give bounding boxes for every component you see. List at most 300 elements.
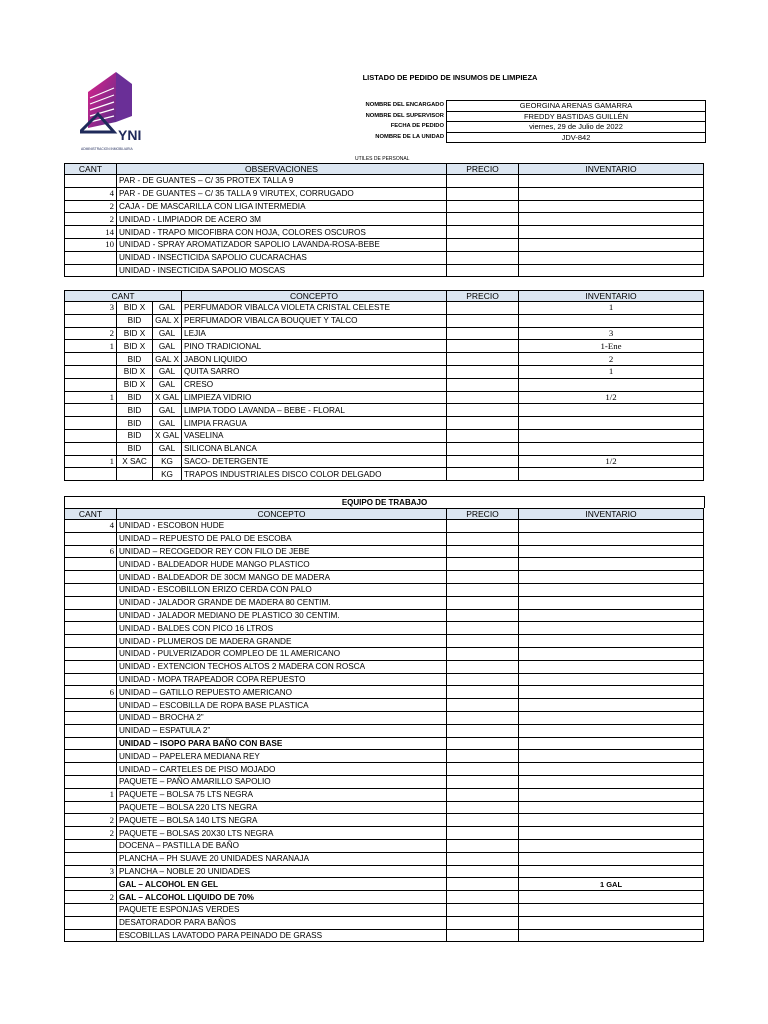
- inventario-cell: [519, 532, 704, 545]
- cant-cell: 1: [65, 391, 117, 404]
- precio-cell: [447, 673, 519, 686]
- inventario-cell: [519, 865, 704, 878]
- cant-cell: [65, 468, 117, 481]
- concepto-cell: PINO TRADICIONAL: [182, 340, 447, 353]
- inventario-cell: [519, 673, 704, 686]
- header-concepto: CONCEPTO: [117, 509, 447, 520]
- inventario-cell: [519, 814, 704, 827]
- header-cant: CANT: [65, 509, 117, 520]
- precio-cell: [447, 916, 519, 929]
- unit-cell: GAL: [153, 365, 182, 378]
- cant-cell: 2: [65, 327, 117, 340]
- description-cell: UNIDAD - INSECTICIDA SAPOLIO MOSCAS: [117, 264, 447, 277]
- cant-cell: [65, 596, 117, 609]
- table-row: [65, 302, 704, 315]
- inventario-cell: [519, 558, 704, 571]
- precio-cell: [447, 251, 519, 264]
- precio-cell: [447, 532, 519, 545]
- precio-cell: [447, 609, 519, 622]
- cant-cell: [65, 737, 117, 750]
- info-label: NOMBRE DEL ENCARGADO: [365, 102, 444, 109]
- unit-cell: KG: [153, 468, 182, 481]
- concepto-cell: LIMPIA FRAGUA: [182, 417, 447, 430]
- precio-cell: [447, 891, 519, 904]
- cant-cell: 10: [65, 238, 117, 251]
- table-row: [65, 238, 704, 251]
- table-row: [65, 635, 704, 648]
- table-row: [65, 724, 704, 737]
- inventario-cell: [519, 622, 704, 635]
- unit-cell: GAL: [153, 404, 182, 417]
- concepto-cell: UNIDAD – REPUESTO DE PALO DE ESCOBA: [117, 532, 447, 545]
- precio-cell: [447, 264, 519, 277]
- table-row: [65, 264, 704, 277]
- concepto-cell: PAQUETE – BOLSAS 20X30 LTS NEGRA: [117, 827, 447, 840]
- inventario-cell: 1: [519, 365, 704, 378]
- cant-cell: [65, 532, 117, 545]
- precio-cell: [447, 571, 519, 584]
- cant-cell: 1: [65, 340, 117, 353]
- inventario-cell: [519, 763, 704, 776]
- cant-cell: [65, 558, 117, 571]
- table-row: [65, 251, 704, 264]
- table-row: [65, 609, 704, 622]
- inventario-cell: [519, 187, 704, 200]
- inventario-cell: 1: [519, 302, 704, 315]
- header-cant: CANT: [65, 291, 182, 302]
- cant-cell: 14: [65, 226, 117, 239]
- concepto-cell: JABON LIQUIDO: [182, 353, 447, 366]
- table-row: [65, 916, 704, 929]
- table-header: [65, 164, 704, 175]
- table-row: [65, 187, 704, 200]
- table-row: [65, 417, 704, 430]
- concepto-cell: PERFUMADOR VIBALCA VIOLETA CRISTAL CELESTE: [182, 302, 447, 315]
- concepto-cell: SILICONA BLANCA: [182, 442, 447, 455]
- concepto-cell: UNIDAD - MOPA TRAPEADOR COPA REPUESTO: [117, 673, 447, 686]
- cant-cell: [65, 609, 117, 622]
- precio-cell: [447, 226, 519, 239]
- inventario-cell: [519, 852, 704, 865]
- table-row: [65, 429, 704, 442]
- concepto-cell: UNIDAD - PLUMEROS DE MADERA GRANDE: [117, 635, 447, 648]
- inventario-cell: [519, 699, 704, 712]
- precio-cell: [447, 365, 519, 378]
- concepto-cell: PLANCHA – NOBLE 20 UNIDADES: [117, 865, 447, 878]
- inventario-cell: [519, 238, 704, 251]
- concepto-cell: UNIDAD – GATILLO REPUESTO AMERICANO: [117, 686, 447, 699]
- unit-cell: X SAC: [117, 455, 153, 468]
- cant-cell: 3: [65, 865, 117, 878]
- cant-cell: 3: [65, 302, 117, 315]
- table-row: [65, 314, 704, 327]
- precio-cell: [447, 213, 519, 226]
- table-header: [65, 291, 704, 302]
- concepto-cell: UNIDAD - ESCOBON HUDE: [117, 520, 447, 533]
- precio-cell: [447, 340, 519, 353]
- cant-cell: 1: [65, 455, 117, 468]
- precio-cell: [447, 442, 519, 455]
- concepto-cell: UNIDAD - BALDES CON PICO 16 LTROS: [117, 622, 447, 635]
- description-cell: CAJA - DE MASCARILLA CON LIGA INTERMEDIA: [117, 200, 447, 213]
- precio-cell: [447, 750, 519, 763]
- concepto-cell: UNIDAD - BALDEADOR DE 30CM MANGO DE MADERA: [117, 571, 447, 584]
- inventario-cell: 1-Ene: [519, 340, 704, 353]
- table-row: [65, 571, 704, 584]
- inventario-cell: [519, 404, 704, 417]
- precio-cell: [447, 327, 519, 340]
- inventario-cell: [519, 916, 704, 929]
- inventario-cell: [519, 827, 704, 840]
- precio-cell: [447, 814, 519, 827]
- unit-cell: BID: [117, 353, 153, 366]
- precio-cell: [447, 775, 519, 788]
- unit-cell: GAL X: [153, 353, 182, 366]
- cant-cell: [65, 417, 117, 430]
- precio-cell: [447, 839, 519, 852]
- concepto-cell: PAQUETE – BOLSA 220 LTS NEGRA: [117, 801, 447, 814]
- unit-cell: GAL: [153, 327, 182, 340]
- cant-cell: [65, 622, 117, 635]
- concepto-cell: PERFUMADOR VIBALCA BOUQUET Y TALCO: [182, 314, 447, 327]
- unit-cell: X GAL: [153, 429, 182, 442]
- unit-cell: BID X: [117, 378, 153, 391]
- precio-cell: [447, 699, 519, 712]
- unit-cell: GAL: [153, 417, 182, 430]
- concepto-cell: UNIDAD - JALADOR MEDIANO DE PLASTICO 30 CENTIM.: [117, 609, 447, 622]
- description-cell: PAR - DE GUANTES – C/ 35 TALLA 9 VIRUTEX, CORRUGADO: [117, 187, 447, 200]
- table-row: [65, 801, 704, 814]
- inventario-cell: 1/2: [519, 391, 704, 404]
- unit-cell: GAL: [153, 442, 182, 455]
- inventario-cell: [519, 711, 704, 724]
- info-label: NOMBRE DE LA UNIDAD: [375, 133, 444, 140]
- inventario-cell: [519, 775, 704, 788]
- concepto-cell: GAL – ALCOHOL EN GEL: [117, 878, 447, 891]
- concepto-cell: PAQUETE – PAÑO AMARILLO SAPOLIO: [117, 775, 447, 788]
- table-header: [65, 509, 704, 520]
- concepto-cell: LEJIA: [182, 327, 447, 340]
- precio-cell: [447, 827, 519, 840]
- concepto-cell: PAQUETE – BOLSA 75 LTS NEGRA: [117, 788, 447, 801]
- inventario-cell: [519, 839, 704, 852]
- cant-cell: 2: [65, 827, 117, 840]
- inventario-cell: [519, 583, 704, 596]
- precio-cell: [447, 903, 519, 916]
- company-logo: [80, 70, 152, 152]
- table-row: [65, 583, 704, 596]
- cant-cell: [65, 404, 117, 417]
- concepto-cell: PLANCHA – PH SUAVE 20 UNIDADES NARANAJA: [117, 852, 447, 865]
- table-row: [65, 737, 704, 750]
- inventario-cell: [519, 903, 704, 916]
- work-equipment-table: [64, 508, 704, 942]
- cleaning-products-table: [64, 290, 704, 481]
- table-row: [65, 660, 704, 673]
- table-row: [65, 839, 704, 852]
- concepto-cell: CRESO: [182, 378, 447, 391]
- info-row: [355, 101, 706, 112]
- unit-cell: GAL X: [153, 314, 182, 327]
- description-cell: PAR - DE GUANTES – C/ 35 PROTEX TALLA 9: [117, 175, 447, 188]
- precio-cell: [447, 711, 519, 724]
- precio-cell: [447, 737, 519, 750]
- table-row: [65, 596, 704, 609]
- precio-cell: [447, 404, 519, 417]
- unit-cell: GAL: [153, 340, 182, 353]
- cant-cell: [65, 699, 117, 712]
- header-precio: PRECIO: [447, 164, 519, 175]
- precio-cell: [447, 520, 519, 533]
- inventario-cell: [519, 788, 704, 801]
- header-inventario: INVENTARIO: [519, 509, 704, 520]
- table-row: [65, 763, 704, 776]
- concepto-cell: LIMPIA TODO LAVANDA – BEBE - FLORAL: [182, 404, 447, 417]
- concepto-cell: UNIDAD – ISOPO PARA BAÑO CON BASE: [117, 737, 447, 750]
- precio-cell: [447, 622, 519, 635]
- inventario-cell: [519, 891, 704, 904]
- table-row: [65, 788, 704, 801]
- table-row: [65, 891, 704, 904]
- description-cell: UNIDAD - SPRAY AROMATIZADOR SAPOLIO LAVANDA-ROSA-BEBE: [117, 238, 447, 251]
- precio-cell: [447, 763, 519, 776]
- info-value: JDV-842: [447, 132, 706, 143]
- unit-cell: BID X: [117, 302, 153, 315]
- table-row: [65, 852, 704, 865]
- cant-cell: [65, 635, 117, 648]
- precio-cell: [447, 200, 519, 213]
- concepto-cell: UNIDAD - ESCOBILLON ERIZO CERDA CON PALO: [117, 583, 447, 596]
- info-value: FREDDY BASTIDAS GUILLÉN: [447, 111, 706, 122]
- cant-cell: [65, 763, 117, 776]
- inventario-cell: 1 GAL: [519, 878, 704, 891]
- inventario-cell: [519, 200, 704, 213]
- concepto-cell: SACO- DETERGENTE: [182, 455, 447, 468]
- cant-cell: [65, 801, 117, 814]
- cant-cell: [65, 724, 117, 737]
- cant-cell: [65, 378, 117, 391]
- inventario-cell: [519, 571, 704, 584]
- precio-cell: [447, 583, 519, 596]
- inventario-cell: [519, 596, 704, 609]
- cant-cell: [65, 775, 117, 788]
- header-precio: PRECIO: [447, 291, 519, 302]
- table-row: [65, 200, 704, 213]
- precio-cell: [447, 391, 519, 404]
- inventario-cell: [519, 750, 704, 763]
- precio-cell: [447, 302, 519, 315]
- inventario-cell: 3: [519, 327, 704, 340]
- precio-cell: [447, 929, 519, 942]
- precio-cell: [447, 788, 519, 801]
- cant-cell: [65, 251, 117, 264]
- precio-cell: [447, 417, 519, 430]
- inventario-cell: [519, 468, 704, 481]
- cant-cell: [65, 314, 117, 327]
- unit-cell: KG: [153, 455, 182, 468]
- table-row: [65, 532, 704, 545]
- unit-cell: BID: [117, 417, 153, 430]
- table-row: [65, 455, 704, 468]
- unit-cell: BID: [117, 442, 153, 455]
- unit-cell: BID: [117, 314, 153, 327]
- building-logo-icon: [80, 70, 152, 152]
- concepto-cell: UNIDAD - PULVERIZADOR COMPLEO DE 1L AMERICANO: [117, 647, 447, 660]
- concepto-cell: PAQUETE ESPONJAS VERDES: [117, 903, 447, 916]
- inventario-cell: [519, 635, 704, 648]
- table-row: [65, 929, 704, 942]
- info-row: [355, 111, 706, 122]
- unit-cell: BID X: [117, 327, 153, 340]
- cant-cell: 6: [65, 545, 117, 558]
- cant-cell: [65, 353, 117, 366]
- logo-subtext: ADMINISTRACION INMOBILIARIA: [81, 147, 133, 151]
- cant-cell: [65, 916, 117, 929]
- concepto-cell: UNIDAD – ESPATULA 2”: [117, 724, 447, 737]
- order-info-table: [355, 100, 706, 143]
- inventario-cell: [519, 213, 704, 226]
- info-row: [355, 122, 706, 133]
- table-row: [65, 865, 704, 878]
- concepto-cell: LIMPIEZA VIDRIO: [182, 391, 447, 404]
- table-row: [65, 545, 704, 558]
- cant-cell: [65, 711, 117, 724]
- inventario-cell: [519, 801, 704, 814]
- precio-cell: [447, 175, 519, 188]
- inventario-cell: [519, 737, 704, 750]
- table-row: [65, 213, 704, 226]
- table-row: [65, 827, 704, 840]
- inventario-cell: [519, 520, 704, 533]
- precio-cell: [447, 635, 519, 648]
- cant-cell: [65, 852, 117, 865]
- precio-cell: [447, 314, 519, 327]
- cant-cell: 4: [65, 520, 117, 533]
- header-observaciones: OBSERVACIONES: [117, 164, 447, 175]
- cant-cell: 2: [65, 213, 117, 226]
- inventario-cell: [519, 545, 704, 558]
- concepto-cell: DESATORADOR PARA BAÑOS: [117, 916, 447, 929]
- precio-cell: [447, 801, 519, 814]
- unit-cell: BID: [117, 404, 153, 417]
- precio-cell: [447, 558, 519, 571]
- inventario-cell: [519, 251, 704, 264]
- table-row: [65, 878, 704, 891]
- unit-cell: BID X: [117, 365, 153, 378]
- precio-cell: [447, 455, 519, 468]
- inventario-cell: [519, 442, 704, 455]
- cant-cell: [65, 583, 117, 596]
- table-row: [65, 699, 704, 712]
- description-cell: UNIDAD - LIMPIADOR DE ACERO 3M: [117, 213, 447, 226]
- table-row: [65, 903, 704, 916]
- table-row: [65, 391, 704, 404]
- table-row: [65, 622, 704, 635]
- logo-text: YNI: [118, 127, 142, 143]
- cant-cell: [65, 571, 117, 584]
- cant-cell: 4: [65, 187, 117, 200]
- cant-cell: 2: [65, 814, 117, 827]
- precio-cell: [447, 660, 519, 673]
- inventario-cell: [519, 175, 704, 188]
- precio-cell: [447, 545, 519, 558]
- cant-cell: [65, 903, 117, 916]
- precio-cell: [447, 647, 519, 660]
- cant-cell: 1: [65, 788, 117, 801]
- cant-cell: [65, 673, 117, 686]
- cant-cell: 2: [65, 200, 117, 213]
- header-inventario: INVENTARIO: [519, 291, 704, 302]
- equipo-de-trabajo-title: EQUIPO DE TRABAJO: [64, 496, 705, 508]
- header-concepto: CONCEPTO: [182, 291, 447, 302]
- table-row: [65, 775, 704, 788]
- cant-cell: [65, 750, 117, 763]
- table-row: [65, 226, 704, 239]
- precio-cell: [447, 378, 519, 391]
- info-value: viernes, 29 de Julio de 2022: [447, 122, 706, 133]
- unit-cell: BID X: [117, 340, 153, 353]
- precio-cell: [447, 238, 519, 251]
- table-row: [65, 686, 704, 699]
- precio-cell: [447, 596, 519, 609]
- header-cant: CANT: [65, 164, 117, 175]
- table-row: [65, 814, 704, 827]
- cant-cell: [65, 442, 117, 455]
- table-row: [65, 340, 704, 353]
- precio-cell: [447, 429, 519, 442]
- concepto-cell: UNIDAD - BALDEADOR HUDE MANGO PLASTICO: [117, 558, 447, 571]
- cant-cell: [65, 660, 117, 673]
- concepto-cell: UNIDAD - EXTENCION TECHOS ALTOS 2 MADERA CON ROSCA: [117, 660, 447, 673]
- table-row: [65, 558, 704, 571]
- header-inventario: INVENTARIO: [519, 164, 704, 175]
- table-row: [65, 353, 704, 366]
- info-row: [355, 132, 706, 143]
- header-precio: PRECIO: [447, 509, 519, 520]
- unit-cell: BID: [117, 391, 153, 404]
- cant-cell: 2: [65, 891, 117, 904]
- concepto-cell: ESCOBILLAS LAVATODO PARA PEINADO DE GRASS: [117, 929, 447, 942]
- inventario-cell: [519, 314, 704, 327]
- concepto-cell: PAQUETE – BOLSA 140 LTS NEGRA: [117, 814, 447, 827]
- table-row: [65, 442, 704, 455]
- concepto-cell: UNIDAD – CARTELES DE PISO MOJADO: [117, 763, 447, 776]
- description-cell: UNIDAD - TRAPO MICOFIBRA CON HOJA, COLORES OSCUROS: [117, 226, 447, 239]
- inventario-cell: [519, 378, 704, 391]
- cant-cell: [65, 365, 117, 378]
- unit-cell: BID: [117, 429, 153, 442]
- table-row: [65, 175, 704, 188]
- inventario-cell: [519, 417, 704, 430]
- concepto-cell: UNIDAD – RECOGEDOR REY CON FILO DE JEBE: [117, 545, 447, 558]
- inventario-cell: [519, 660, 704, 673]
- table-row: [65, 750, 704, 763]
- cant-cell: [65, 647, 117, 660]
- cant-cell: 6: [65, 686, 117, 699]
- precio-cell: [447, 865, 519, 878]
- inventario-cell: [519, 429, 704, 442]
- concepto-cell: UNIDAD – ESCOBILLA DE ROPA BASE PLASTICA: [117, 699, 447, 712]
- table-row: [65, 365, 704, 378]
- unit-cell: GAL: [153, 302, 182, 315]
- info-label: NOMBRE DEL SUPERVISOR: [365, 112, 444, 119]
- inventario-cell: [519, 226, 704, 239]
- concepto-cell: GAL – ALCOHOL LIQUIDO DE 70%: [117, 891, 447, 904]
- info-value: GEORGINA ARENAS GAMARRA: [447, 101, 706, 112]
- table-row: [65, 468, 704, 481]
- document-title: LISTADO DE PEDIDO DE INSUMOS DE LIMPIEZA: [362, 73, 538, 82]
- description-cell: UNIDAD - INSECTICIDA SAPOLIO CUCARACHAS: [117, 251, 447, 264]
